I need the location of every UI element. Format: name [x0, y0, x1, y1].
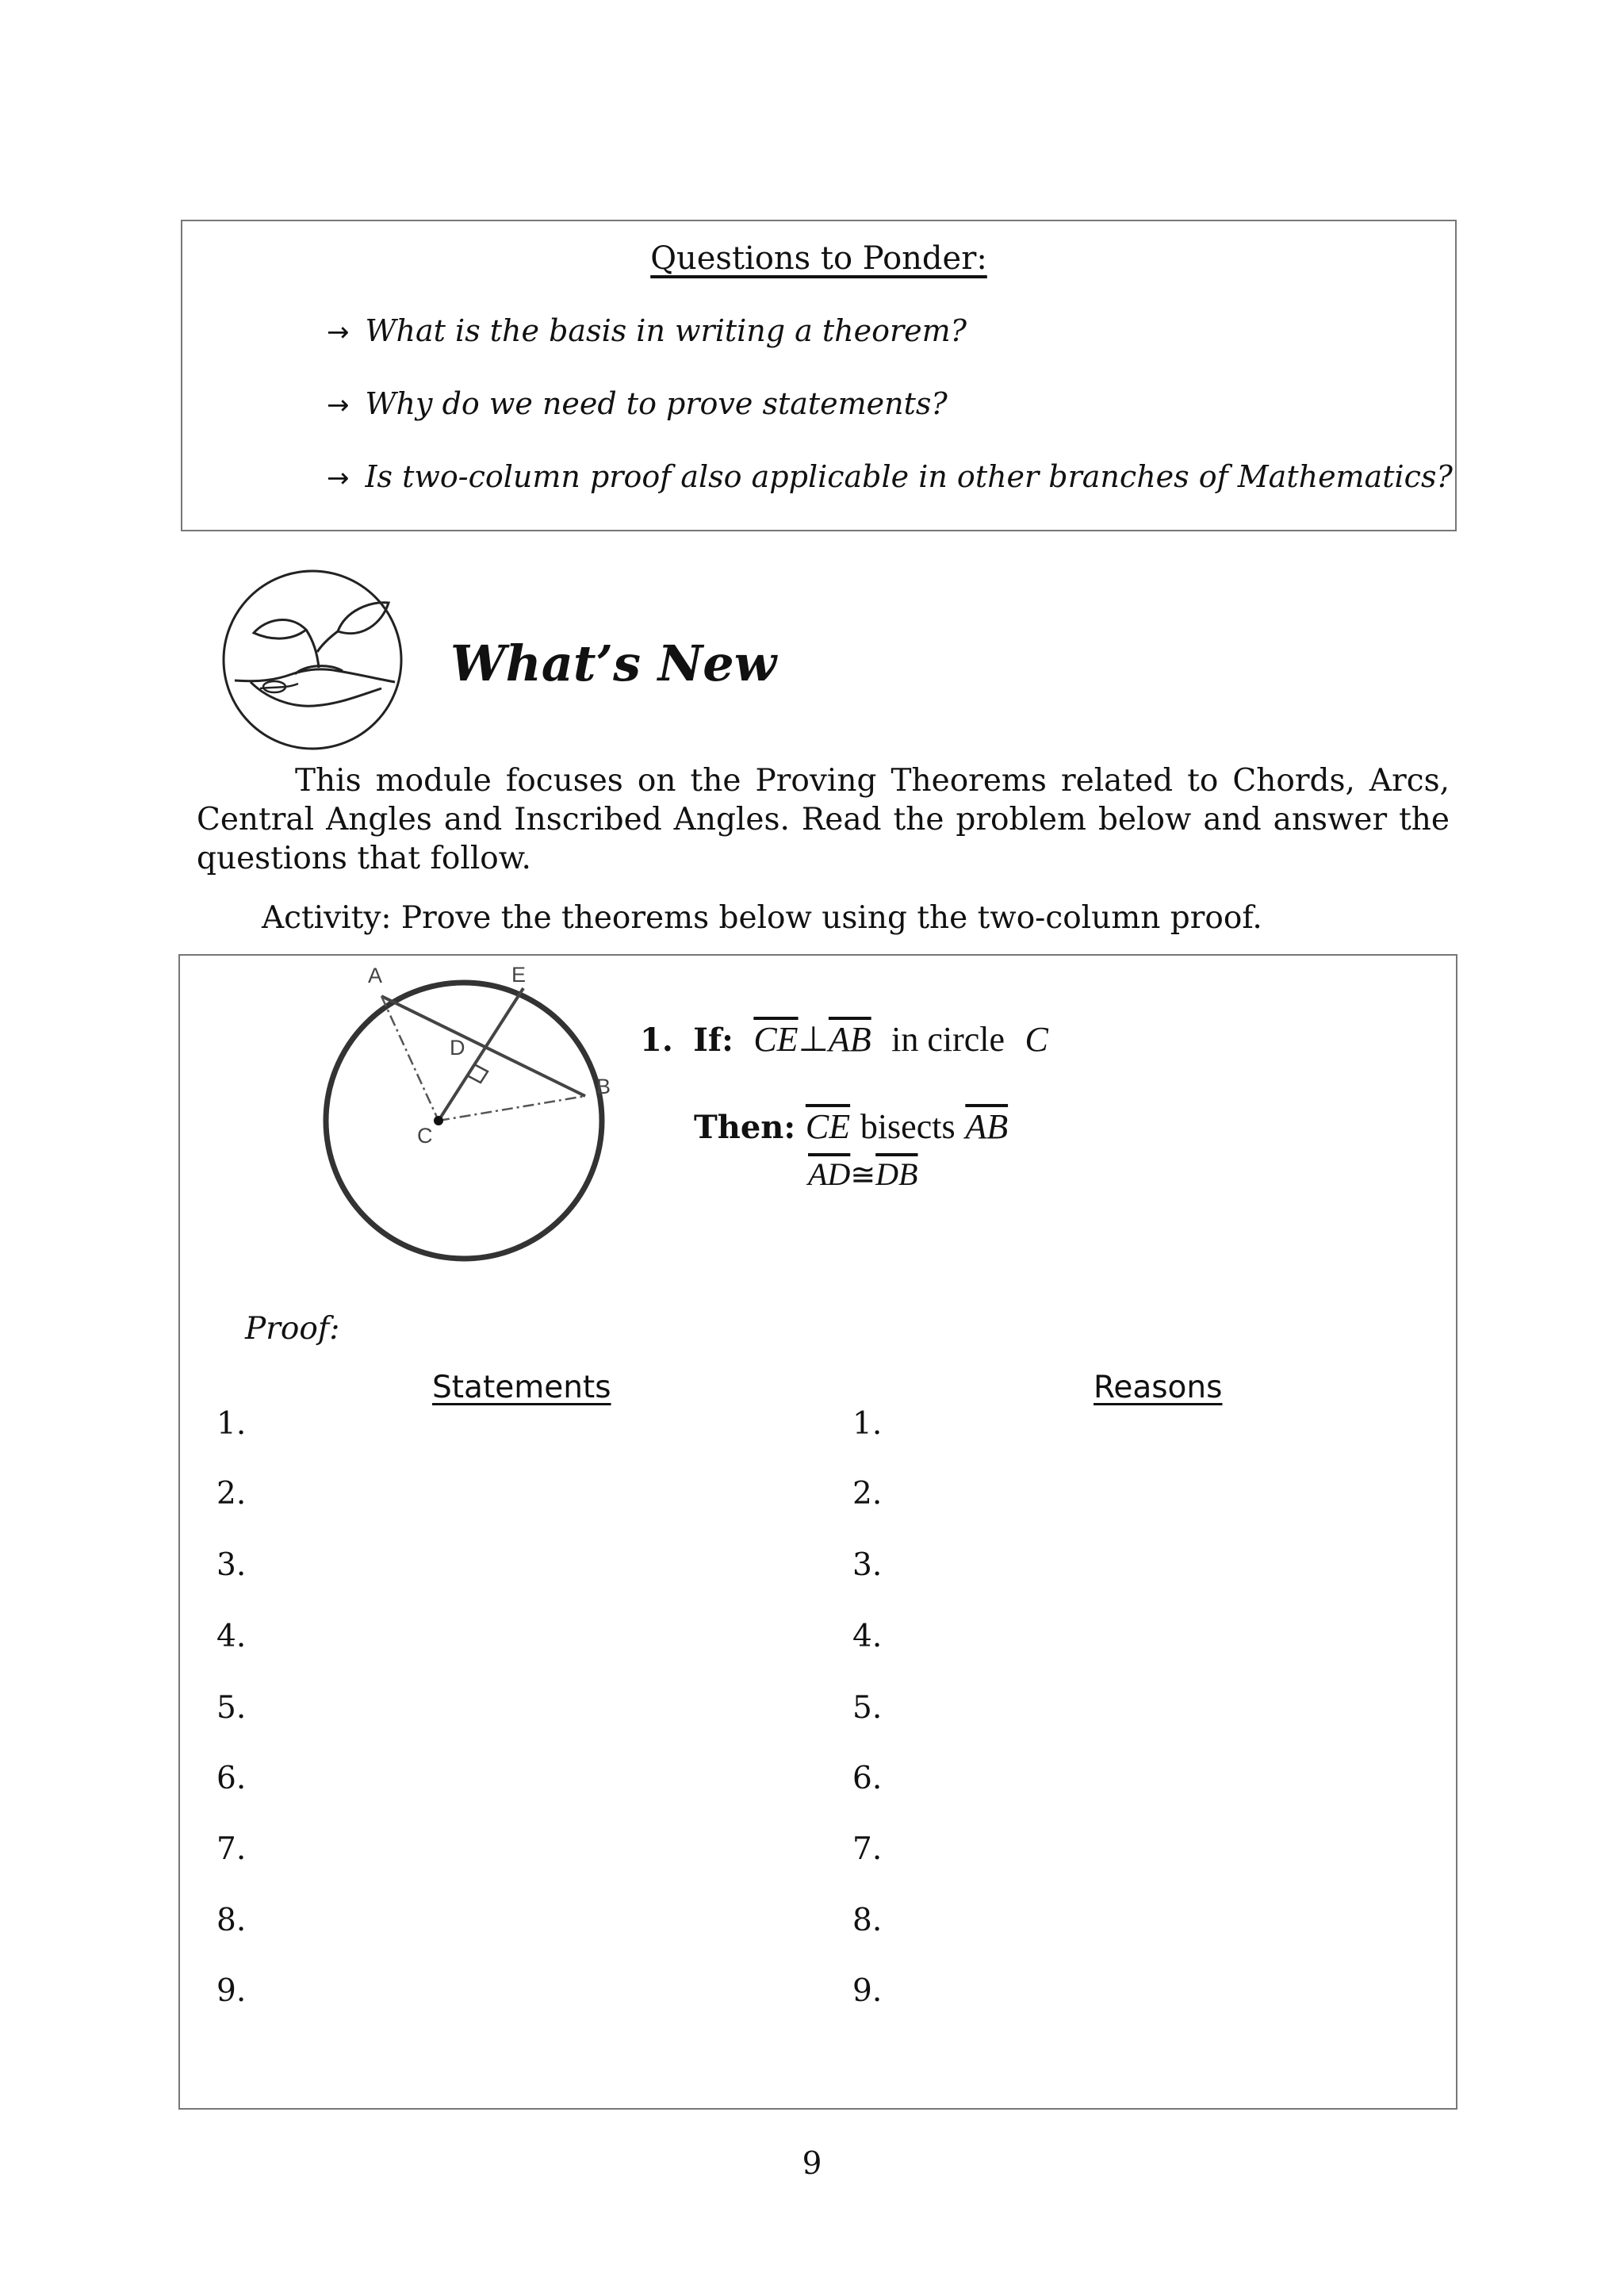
statement-number: 5. [216, 1690, 247, 1726]
proof-label: Proof: [245, 1311, 340, 1347]
reason-number: 4. [852, 1619, 883, 1654]
statements-header: Statements [432, 1370, 611, 1405]
section-title: What’s New [450, 634, 777, 692]
radius-ca [381, 996, 439, 1121]
circle-diagram [287, 956, 699, 1289]
reason-number: 1. [852, 1406, 883, 1442]
intro-paragraph: This module focuses on the Proving Theorems related to Chords, Arcs, Central Angles and Inscribed Angles. Read the problem below and answer the questions that follow. [197, 763, 1450, 876]
theorem-if: 1. If: $\overline{CE}\perp\overline{AB}$ in circle C [640, 1020, 1048, 1059]
activity-box [178, 954, 1457, 2110]
ponder-question-3: → Is two-column proof also applicable in other branches of Mathematics? [327, 459, 1453, 494]
label-d: D [450, 1036, 465, 1060]
reasons-header: Reasons [1094, 1370, 1223, 1405]
statement-number: 8. [216, 1903, 247, 1938]
reason-number: 6. [852, 1761, 883, 1796]
reason-number: 9. [852, 1973, 883, 2009]
statement-number: 3. [216, 1547, 247, 1583]
label-e: E [511, 963, 527, 987]
statement-number: 4. [216, 1619, 247, 1654]
arrow-icon: → [327, 389, 350, 421]
statement-number: 2. [216, 1476, 247, 1512]
reason-number: 8. [852, 1903, 883, 1938]
ponder-question-1: → What is the basis in writing a theorem? [327, 313, 967, 348]
label-c: C [417, 1124, 433, 1148]
arrow-icon: → [327, 316, 350, 348]
page-number: 9 [802, 2146, 822, 2182]
label-b: B [596, 1075, 611, 1098]
statement-number: 9. [216, 1973, 247, 2009]
center-point [434, 1116, 443, 1125]
statement-number: 7. [216, 1831, 247, 1867]
radius-cb [439, 1096, 585, 1121]
questions-to-ponder-box [181, 220, 1457, 531]
activity-instruction: Activity: Prove the theorems below using the two-column proof. [262, 900, 1262, 936]
reason-number: 3. [852, 1547, 883, 1583]
statement-number: 1. [216, 1406, 247, 1442]
reason-number: 2. [852, 1476, 883, 1512]
theorem-congruence: $\overline{AD}≅\overline{DB}$ [808, 1156, 918, 1192]
seedling-hand-icon [219, 563, 406, 753]
reason-number: 7. [852, 1831, 883, 1867]
theorem-then: Then: $\overline{CE}$ bisects $\overline{AB}$ [694, 1107, 1009, 1146]
ponder-title: Questions to Ponder: [650, 240, 987, 277]
statement-number: 6. [216, 1761, 247, 1796]
reason-number: 5. [852, 1690, 883, 1726]
ponder-question-2: → Why do we need to prove statements? [327, 386, 948, 421]
chord-ab [381, 996, 585, 1096]
label-a: A [368, 964, 383, 987]
circle [326, 983, 602, 1259]
arrow-icon: → [327, 462, 350, 494]
